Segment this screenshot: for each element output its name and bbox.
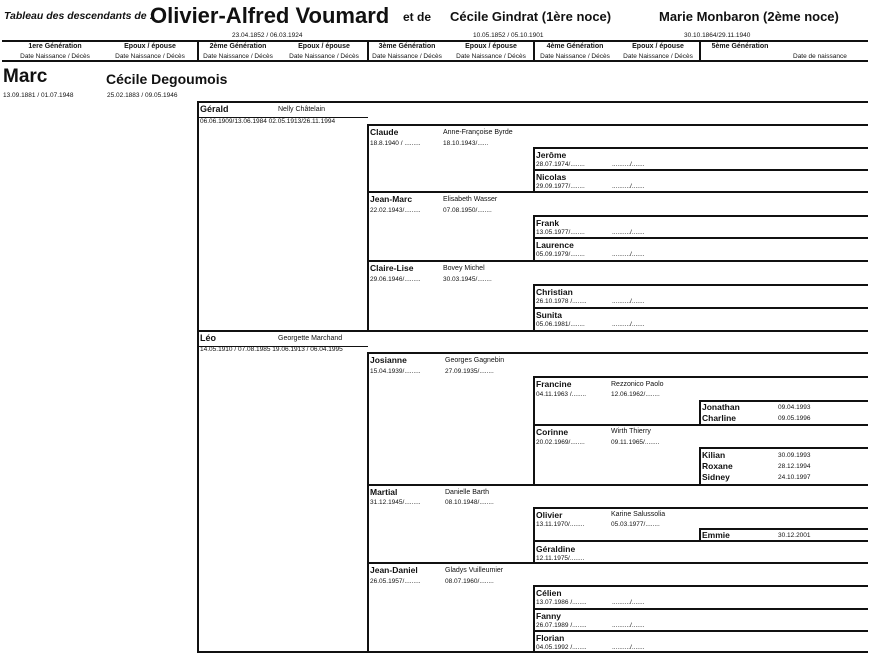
g3-martial-dates: 31.12.1945/......... xyxy=(370,499,421,506)
g4-geraldine-dates: 12.11.1975/........ xyxy=(536,555,585,562)
g3-jeanmarc-name: Jean-Marc xyxy=(370,194,413,204)
g3-josianne-spouse: Georges Gagnebin xyxy=(445,357,505,364)
gen1-name: Marc xyxy=(3,66,48,87)
col-2-sub: Date Naissance / Décès xyxy=(115,53,185,60)
g3-claude-spouse-dates: 18.10.1943/...... xyxy=(443,140,489,147)
g4-frank-spouse: ........../....... xyxy=(612,229,645,236)
g5-sidney-name: Sidney xyxy=(702,472,730,482)
g3-jeanmarc-spouse: Elisabeth Wasser xyxy=(443,196,498,203)
col-5-sub: Date Naissance / Décès xyxy=(372,53,442,60)
spouse2-name: Marie Monbaron (2ème noce) xyxy=(659,9,839,24)
col-6-sub: Date Naissance / Décès xyxy=(456,53,526,60)
col-1-title: 1ere Génération xyxy=(28,43,82,50)
col-9-title: 5ème Génération xyxy=(711,43,769,50)
g4-christian-dates: 26.10.1978 /........ xyxy=(536,298,587,305)
g4-corinne-spouse-dates: 09.11.1965/........ xyxy=(611,439,660,446)
g5-roxane-name: Roxane xyxy=(702,461,733,471)
g3-martial-spouse: Danielle Barth xyxy=(445,489,489,496)
g3-jeandaniel-spouse-dates: 08.07.1960/........ xyxy=(445,578,494,585)
g4-jerome-dates: 28.07.1974/........ xyxy=(536,161,585,168)
g5-jonathan-date: 09.04.1993 xyxy=(778,404,811,411)
g4-laurence-spouse: ........../....... xyxy=(612,251,645,258)
g4-fanny-name: Fanny xyxy=(536,611,562,621)
spouse2-dates: 30.10.1864/29.11.1940 xyxy=(684,32,751,39)
g3-josianne-spouse-dates: 27.09.1935/........ xyxy=(445,368,494,375)
g4-jerome-spouse: ........../....... xyxy=(612,161,645,168)
g5-charline-name: Charline xyxy=(702,413,737,423)
spouse1-dates: 10.05.1852 / 05.10.1901 xyxy=(473,32,544,39)
g4-frank-name: Frank xyxy=(536,218,560,228)
connector-text: et de xyxy=(403,10,432,24)
g4-christian-spouse: ........../....... xyxy=(612,298,645,305)
g3-claude-spouse: Anne-Françoise Byrde xyxy=(443,129,513,136)
g4-frank-dates: 13.05.1977/........ xyxy=(536,229,585,236)
g3-clairelise-dates: 29.06.1946/......... xyxy=(370,276,421,283)
g5-charline-date: 09.05.1996 xyxy=(778,415,811,422)
g4-florian-spouse: ........../....... xyxy=(612,644,645,651)
col-3-title: 2ème Génération xyxy=(209,43,267,50)
col-4-title: Epoux / épouse xyxy=(298,43,350,50)
g4-olivier-spouse-dates: 05.03.1977/........ xyxy=(611,521,660,528)
col-6-title: Epoux / épouse xyxy=(465,43,517,50)
g3-clairelise-spouse-dates: 30.03.1945/........ xyxy=(443,276,492,283)
g4-celien-name: Célien xyxy=(536,588,562,598)
g4-jerome-name: Jerôme xyxy=(536,150,567,160)
g4-olivier-dates: 13.11.1970/........ xyxy=(536,521,585,528)
g5-kilian-name: Kilian xyxy=(702,450,726,460)
g4-laurence-name: Laurence xyxy=(536,240,574,250)
g3-jeanmarc-spouse-dates: 07.08.1950/........ xyxy=(443,207,492,214)
ancestor-dates: 23.04.1852 / 06.03.1924 xyxy=(232,32,303,39)
col-8-title: Epoux / épouse xyxy=(632,43,684,50)
g3-claude-name: Claude xyxy=(370,127,399,137)
g3-jeanmarc-dates: 22.02.1943/......... xyxy=(370,207,421,214)
g3-claude-dates: 18.8.1940 / ......... xyxy=(370,140,421,147)
g4-nicolas-dates: 29.09.1977/........ xyxy=(536,183,585,190)
g4-laurence-dates: 05.09.1979/........ xyxy=(536,251,585,258)
g4-francine-spouse: Rezzonico Paolo xyxy=(611,381,664,388)
intro-text: Tableau des descendants de : xyxy=(4,10,153,22)
g4-sunita-dates: 05.06.1981/........ xyxy=(536,321,585,328)
col-7-sub: Date Naissance / Décès xyxy=(540,53,610,60)
col-1-sub: Date Naissance / Décès xyxy=(20,53,90,60)
g5-roxane-date: 28.12.1994 xyxy=(778,463,811,470)
g4-olivier-name: Olivier xyxy=(536,510,563,520)
g4-fanny-spouse: ........../....... xyxy=(612,622,645,629)
g3-josianne-name: Josianne xyxy=(370,355,407,365)
gen1-spouse: Cécile Degoumois xyxy=(106,71,228,87)
g2-gerald-dates: 06.06.1909/13.06.1984 02.05.1913/26.11.1994 xyxy=(200,118,336,125)
g4-geraldine-name: Géraldine xyxy=(536,544,576,554)
g4-corinne-dates: 20.02.1969/........ xyxy=(536,439,585,446)
col-4-sub: Date Naissance / Décès xyxy=(289,53,359,60)
g3-jeandaniel-spouse: Gladys Vuilleumier xyxy=(445,567,504,574)
g3-clairelise-spouse: Bovey Michel xyxy=(443,265,485,272)
g4-francine-dates: 04.11.1963 /........ xyxy=(536,391,587,398)
g4-sunita-spouse: ........../....... xyxy=(612,321,645,328)
g3-jeandaniel-name: Jean-Daniel xyxy=(370,565,418,575)
g3-jeandaniel-dates: 26.05.1957/......... xyxy=(370,578,421,585)
g4-celien-dates: 13.07.1986 /........ xyxy=(536,599,587,606)
ancestor-name: Olivier-Alfred Voumard xyxy=(150,3,390,28)
g2-gerald-name: Gérald xyxy=(200,104,229,114)
g5-emmie-name: Emmie xyxy=(702,530,730,540)
col-5-title: 3ème Génération xyxy=(378,43,436,50)
g3-martial-name: Martial xyxy=(370,487,398,497)
g3-josianne-dates: 15.04.1939/......... xyxy=(370,368,421,375)
g4-francine-name: Francine xyxy=(536,379,572,389)
g4-francine-spouse-dates: 12.06.1962/........ xyxy=(611,391,660,398)
g5-jonathan-name: Jonathan xyxy=(702,402,740,412)
g4-celien-spouse: ........../....... xyxy=(612,599,645,606)
g4-fanny-dates: 26.07.1989 /........ xyxy=(536,622,587,629)
col-8-sub: Date Naissance / Décès xyxy=(623,53,693,60)
g3-clairelise-name: Claire-Lise xyxy=(370,263,414,273)
g4-sunita-name: Sunita xyxy=(536,310,562,320)
g4-florian-name: Florian xyxy=(536,633,565,643)
g2-gerald-spouse: Nelly Châtelain xyxy=(278,106,326,113)
g4-corinne-name: Corinne xyxy=(536,427,569,437)
g4-nicolas-name: Nicolas xyxy=(536,172,567,182)
gen1-spouse-dates: 25.02.1883 / 09.05.1946 xyxy=(107,92,178,99)
g4-nicolas-spouse: ........../....... xyxy=(612,183,645,190)
g5-kilian-date: 30.09.1993 xyxy=(778,452,811,459)
col-9-sub: Date de naissance xyxy=(793,53,847,60)
g2-leo-spouse: Georgette Marchand xyxy=(278,335,343,342)
g4-corinne-spouse: Wirth Thierry xyxy=(611,428,651,435)
g4-olivier-spouse: Karine Salussolia xyxy=(611,511,666,518)
spouse1-name: Cécile Gindrat (1ère noce) xyxy=(450,9,612,24)
g5-emmie-date: 30.12.2001 xyxy=(778,532,811,539)
g5-sidney-date: 24.10.1997 xyxy=(778,474,811,481)
g2-leo-name: Léo xyxy=(200,333,217,343)
gen1-dates: 13.09.1881 / 01.07.1948 xyxy=(3,92,74,99)
col-7-title: 4ème Génération xyxy=(546,43,604,50)
g4-florian-dates: 04.05.1992 /........ xyxy=(536,644,587,651)
col-2-title: Epoux / épouse xyxy=(124,43,176,50)
col-3-sub: Date Naissance / Décès xyxy=(203,53,273,60)
g3-martial-spouse-dates: 08.10.1948/........ xyxy=(445,499,494,506)
g2-leo-dates: 14.05.1910 / 07.08.1985 19.06.1913 / 06.04.1995 xyxy=(200,346,343,353)
g4-christian-name: Christian xyxy=(536,287,573,297)
